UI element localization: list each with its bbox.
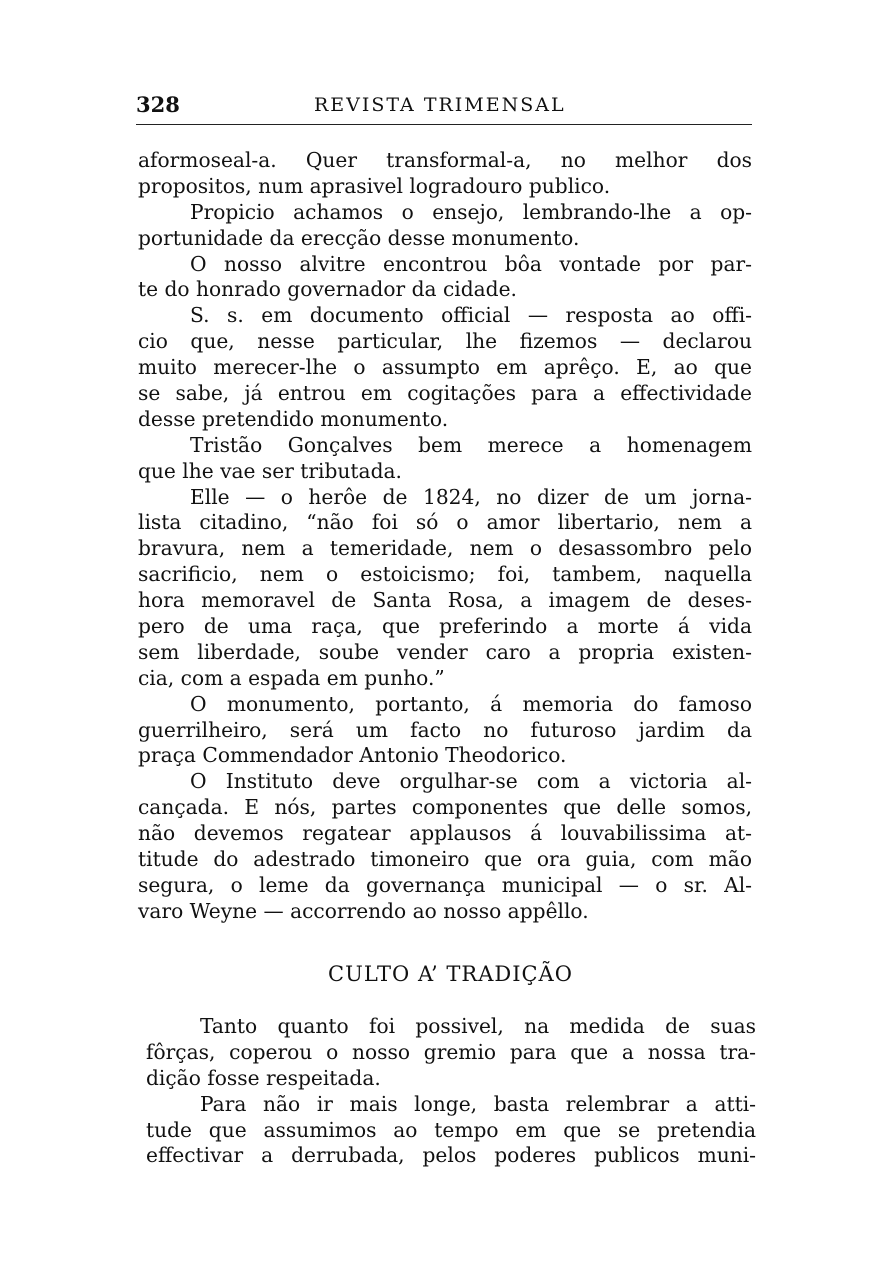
text-line: Propicio achamos o ensejo, lembrando-lhe a op-	[190, 199, 752, 224]
text-line: effectivar a derrubada, pelos poderes publicos muni-	[146, 1143, 756, 1168]
text-line: te do honrado governador da cidade.	[138, 277, 517, 302]
text-line: fôrças, coperou o nosso gremio para que a nossa tra-	[146, 1039, 756, 1064]
text-line: segura, o leme da governança municipal — o sr. Al-	[138, 872, 752, 897]
text-line: bravura, nem a temeridade, nem o desassombro pelo	[138, 536, 752, 561]
text-line: propositos, num aprasivel logradouro publico.	[138, 173, 611, 198]
text-line: Tristão Gonçalves bem merece a homenagem	[190, 432, 752, 457]
text-line: pero de uma raça, que preferindo a morte á vida	[138, 614, 752, 639]
text-line: guerrilheiro, será um facto no futuroso jardim da	[138, 717, 752, 742]
text-line: lista citadino, “não foi só o amor libertario, nem a	[138, 510, 752, 535]
text-line: varo Weyne — accorrendo ao nosso appêllo.	[138, 898, 589, 923]
text-line: muito merecer-lhe o assumpto em aprêço. E, ao que	[138, 355, 752, 380]
text-line: cio que, nesse particular, lhe fizemos — declarou	[138, 329, 752, 354]
text-line: tude que assumimos ao tempo em que se pretendia	[146, 1117, 756, 1142]
running-header	[136, 88, 752, 125]
text-line: Elle — o herôe de 1824, no dizer de um jorna-	[190, 484, 752, 509]
journal-title: REVISTA TRIMENSAL	[314, 94, 566, 116]
text-line: que lhe vae ser tributada.	[138, 458, 402, 483]
text-line: se sabe, já entrou em cogitações para a effectividade	[138, 381, 752, 406]
text-line: portunidade da erecção desse monumento.	[138, 225, 580, 250]
text-line: praça Commendador Antonio Theodorico.	[138, 743, 567, 768]
text-line: desse pretendido monumento.	[138, 406, 449, 431]
text-line: O Instituto deve orgulhar-se com a victoria al-	[190, 769, 752, 794]
text-line: Para não ir mais longe, basta relembrar a atti-	[200, 1091, 756, 1116]
section-text	[146, 1014, 756, 1169]
page-number: 328	[136, 92, 180, 117]
text-line: titude do adestrado timoneiro que ora guia, com mão	[138, 847, 752, 872]
text-line: sem liberdade, soube vender caro a propria existen-	[138, 639, 752, 664]
text-line: não devemos regatear applausos á louvabilissima at-	[138, 821, 752, 846]
text-line: O monumento, portanto, á memoria do famoso	[190, 691, 752, 716]
section-heading: CULTO A’ TRADIÇÃO	[328, 962, 573, 986]
text-line: sacrificio, nem o estoicismo; foi, tambem, naquella	[138, 562, 752, 587]
text-line: S. s. em documento official — resposta ao offi-	[190, 303, 752, 328]
text-line: cançada. E nós, partes componentes que delle somos,	[138, 795, 752, 820]
text-line: cia, com a espada em punho.”	[138, 665, 445, 690]
text-line: aformoseal-a. Quer transformal-a, no melhor dos	[138, 148, 752, 172]
text-line: Tanto quanto foi possivel, na medida de suas	[200, 1014, 756, 1038]
text-line: O nosso alvitre encontrou bôa vontade por par-	[190, 251, 752, 276]
body-text	[138, 148, 752, 925]
text-line: dição fosse respeitada.	[146, 1065, 381, 1090]
text-line: hora memoravel de Santa Rosa, a imagem de deses-	[138, 588, 752, 613]
